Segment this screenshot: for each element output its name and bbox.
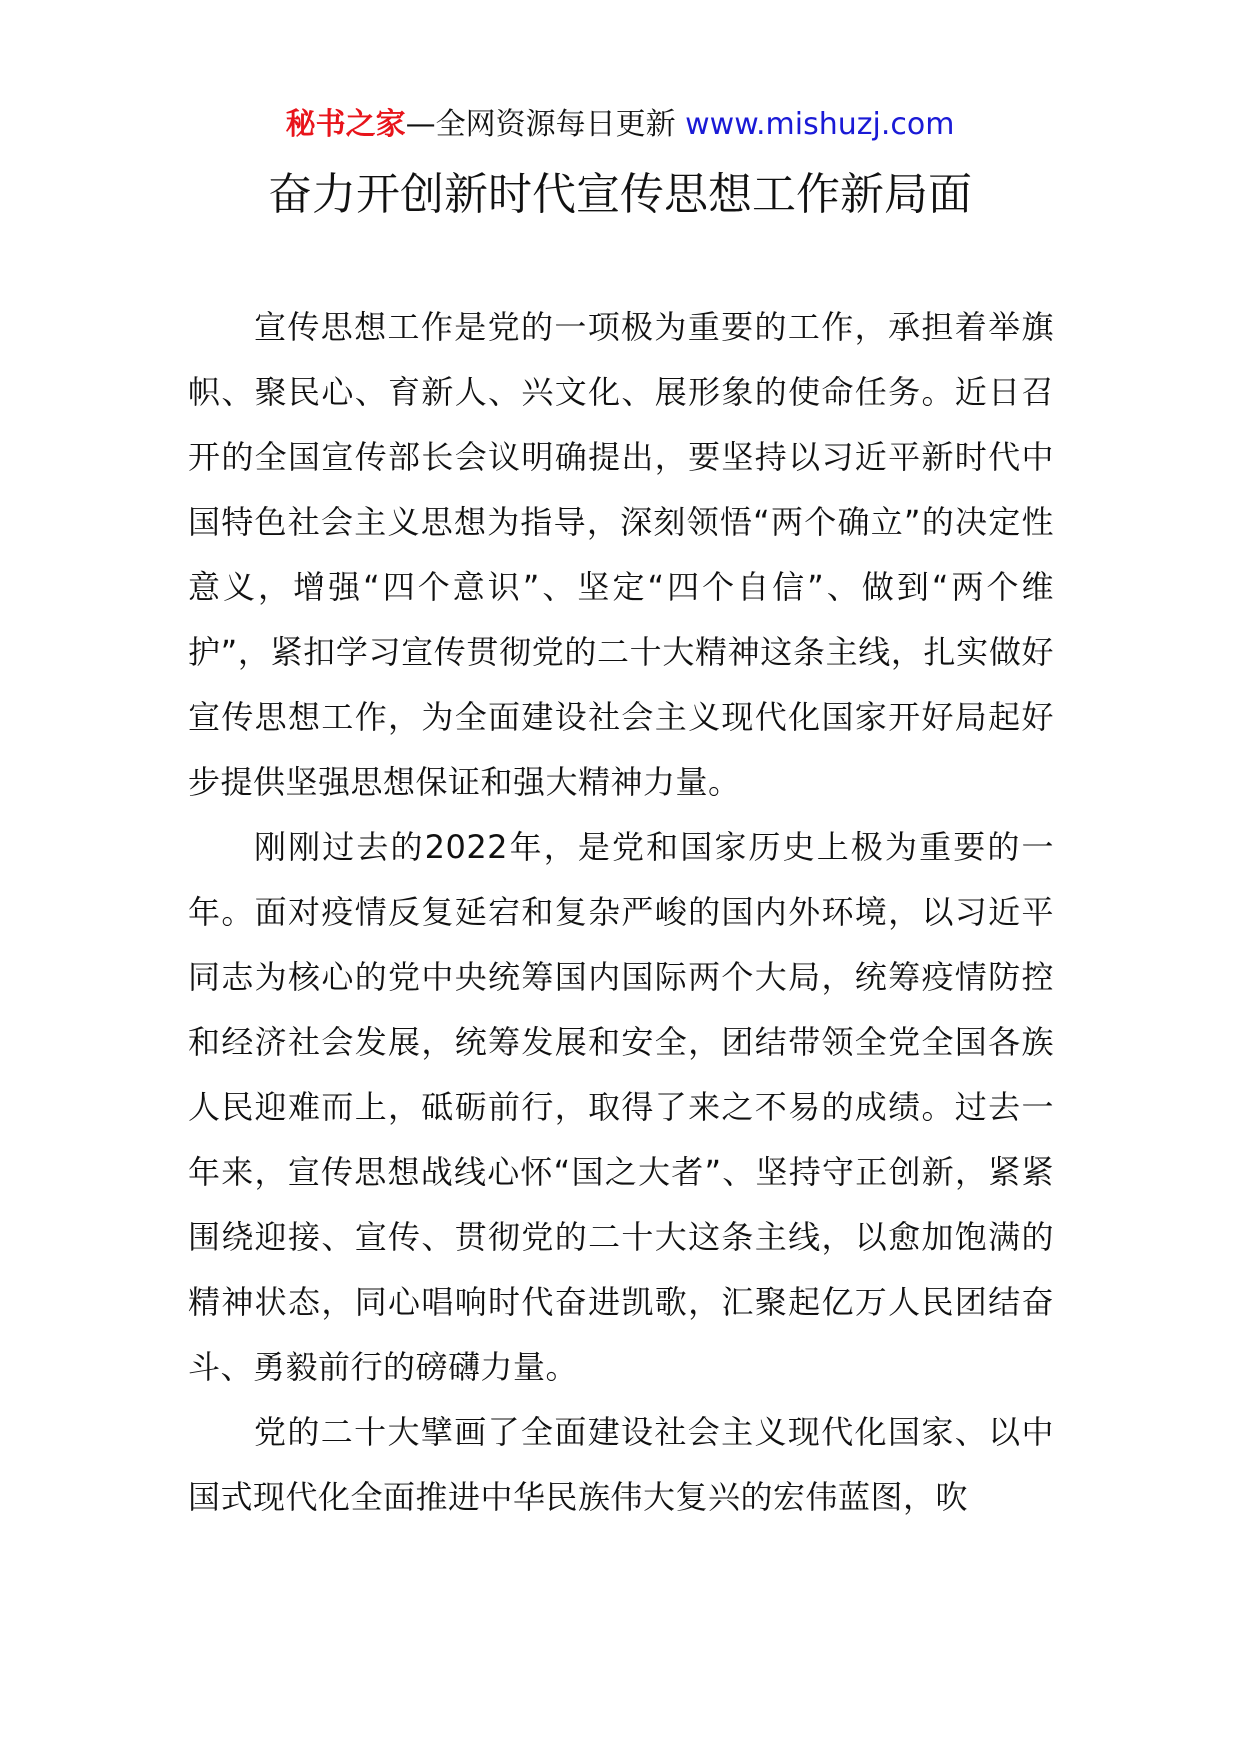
- document-title: 奋力开创新时代宣传思想工作新局面: [268, 169, 972, 220]
- document-body: [188, 295, 1054, 1530]
- site-header: [0, 103, 1240, 147]
- site-brand: 秘书之家: [285, 107, 406, 142]
- site-tagline: —全网资源每日更新: [405, 107, 676, 142]
- paragraph-1: 宣传思想工作是党的一项极为重要的工作，承担着举旗帜、聚民心、育新人、兴文化、展形象的使命任务。近日召开的全国宣传部长会议明确提出，要坚持以习近平新时代中国特色社会主义思想为指导，深刻领悟“两个确立”的决定性意义，增强“四个意识”、坚定“四个自信”、做到“两个维护”，紧扣学习宣传贯彻党的二十大精神这条主线，扎实做好宣传思想工作，为全面建设社会主义现代化国家开好局起好步提供坚强思想保证和强大精神力量。: [188, 308, 1054, 801]
- paragraph-3: 党的二十大擘画了全面建设社会主义现代化国家、以中国式现代化全面推进中华民族伟大复兴的宏伟蓝图，吹: [188, 1413, 1054, 1516]
- paragraph-2: 刚刚过去的2022年，是党和国家历史上极为重要的一年。面对疫情反复延宕和复杂严峻的国内外环境，以习近平同志为核心的党中央统筹国内国际两个大局，统筹疫情防控和经济社会发展，统筹发展和安全，团结带领全党全国各族人民迎难而上，砥砺前行，取得了来之不易的成绩。过去一年来，宣传思想战线心怀“国之大者”、坚持守正创新，紧紧围绕迎接、宣传、贯彻党的二十大这条主线，以愈加饱满的精神状态，同心唱响时代奋进凯歌，汇聚起亿万人民团结奋斗、勇毅前行的磅礴力量。: [188, 828, 1054, 1386]
- site-url-link[interactable]: www.mishuzj.com: [685, 107, 955, 142]
